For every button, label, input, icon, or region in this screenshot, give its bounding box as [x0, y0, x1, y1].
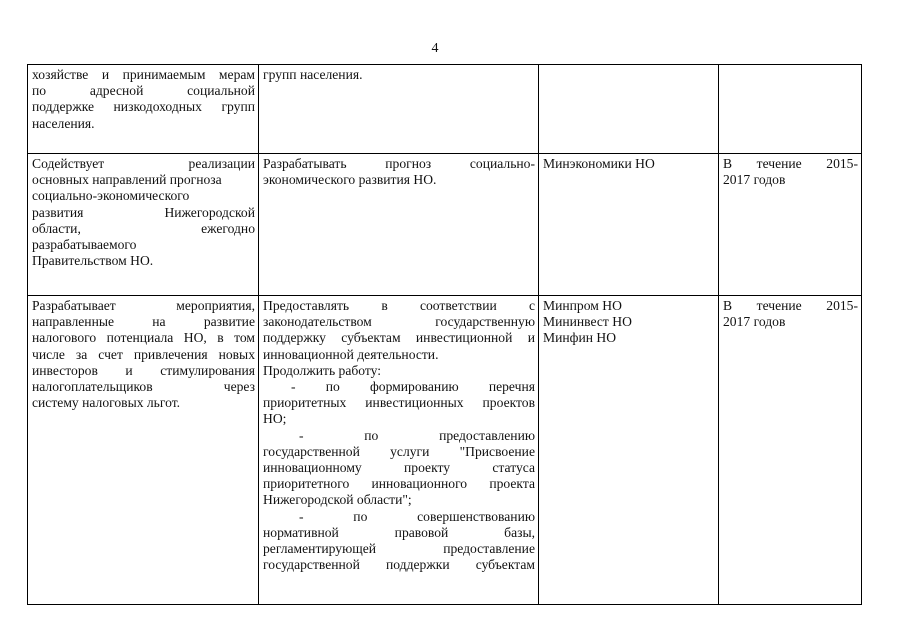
text-line: Минэкономики НО: [543, 156, 655, 171]
text-line: НО;: [263, 411, 287, 427]
table-row: [28, 65, 862, 154]
cell-responsible: [539, 296, 719, 605]
cell-deadline: [719, 296, 862, 605]
cell-description: [28, 154, 259, 296]
cell-deadline: [719, 65, 862, 154]
text-line: Правительством НО.: [32, 253, 154, 269]
text-line: направленные на развитие: [32, 314, 255, 330]
text-line: приоритетных инвестиционных проектов: [263, 395, 535, 411]
text-line: регламентирующей предоставление: [263, 541, 535, 557]
text-line: государственной услуги "Присвоение: [263, 443, 535, 459]
text-line: систему налоговых льгот.: [32, 395, 181, 411]
text-line: Разрабатывает мероприятия,: [32, 298, 255, 313]
text-line: Продолжить работу:: [263, 362, 382, 378]
text-line: - по предоставлению: [299, 427, 535, 443]
text-line: - по совершенствованию: [299, 508, 535, 524]
cell-responsible: [539, 154, 719, 296]
text-line: приоритетного инновационного проекта: [263, 476, 535, 492]
text-line: развития Нижегородской: [32, 204, 255, 220]
text-line: социально-экономического: [32, 188, 190, 204]
text-line: Разрабатывать прогноз социально-: [263, 156, 535, 171]
text-line: поддержку субъектам инвестиционной и: [263, 330, 535, 346]
text-line: основных направлений прогноза: [32, 172, 222, 188]
measures-table: [27, 64, 862, 605]
text-line: государственной поддержки субъектам: [263, 557, 535, 573]
text-line: хозяйстве и принимаемым мерам: [32, 67, 255, 82]
cell-description: [28, 65, 259, 154]
text-line: инновационной деятельности.: [263, 346, 439, 362]
text-line: по адресной социальной: [32, 83, 255, 99]
text-line: инвесторов и стимулирования: [32, 362, 255, 378]
text-line: Нижегородской области";: [263, 492, 412, 508]
text-line: В течение 2015-: [723, 298, 858, 313]
cell-deadline: [719, 154, 862, 296]
text-line: - по формированию перечня: [291, 379, 535, 395]
text-line: В течение 2015-: [723, 156, 858, 171]
text-line: законодательством государственную: [263, 314, 535, 330]
text-line: Минпром НО: [543, 298, 622, 313]
text-line: налогового потенциала НО, в том: [32, 330, 255, 346]
text-line: групп населения.: [263, 67, 363, 82]
text-line: экономического развития НО.: [263, 172, 437, 188]
text-line: разрабатываемого: [32, 237, 137, 253]
cell-description: [28, 296, 259, 605]
page-number: 4: [431, 41, 439, 56]
text-line: числе за счет привлечения новых: [32, 346, 255, 362]
text-line: налогоплательщиков через: [32, 379, 255, 395]
text-line: Содействует реализации: [32, 156, 255, 171]
text-line: инновационному проекту статуса: [263, 460, 535, 476]
table-row: [28, 154, 862, 296]
cell-action: [259, 296, 539, 605]
text-line: Предоставлять в соответствии с: [263, 298, 535, 313]
table-row: [28, 296, 862, 605]
text-line: нормативной правовой базы,: [263, 524, 535, 540]
cell-action: [259, 154, 539, 296]
cell-responsible: [539, 65, 719, 154]
text-line: области, ежегодно: [32, 220, 255, 236]
text-line: населения.: [32, 115, 95, 131]
text-line: Минфин НО: [543, 330, 617, 346]
text-line: 2017 годов: [723, 172, 786, 188]
text-line: 2017 годов: [723, 314, 786, 330]
cell-action: [259, 65, 539, 154]
text-line: Мининвест НО: [543, 314, 632, 330]
text-line: поддержке низкодоходных групп: [32, 99, 255, 115]
